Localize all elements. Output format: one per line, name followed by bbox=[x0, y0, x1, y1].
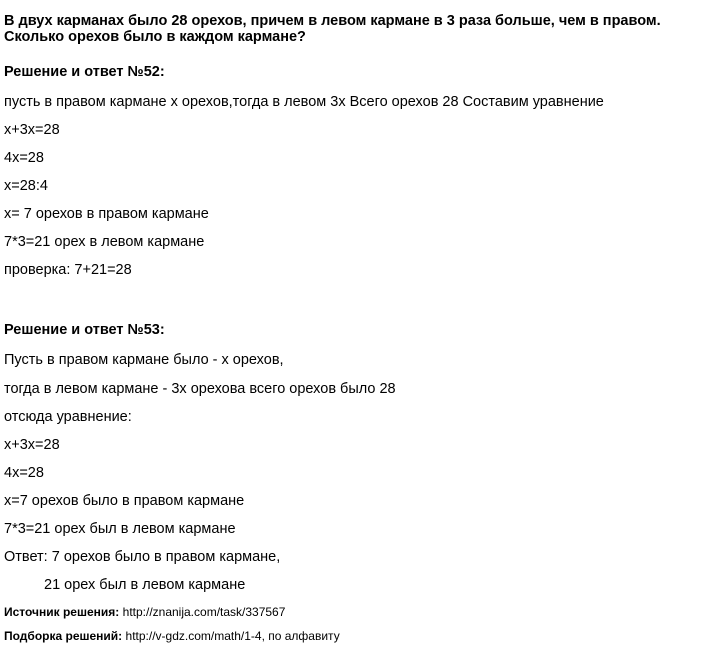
solution-53-line: х+3х=28 bbox=[4, 437, 60, 453]
solution-53-heading: Решение и ответ №53: bbox=[4, 322, 165, 338]
solution-53-line: х=7 орехов было в правом кармане bbox=[4, 493, 245, 509]
solution-52-line: 7*3=21 орех в левом кармане bbox=[4, 234, 205, 250]
solution-53-line: тогда в левом кармане - 3х орехова всего орехов было 28 bbox=[4, 381, 396, 397]
solution-53-line: 4х=28 bbox=[4, 465, 44, 481]
solution-52-heading: Решение и ответ №52: bbox=[4, 64, 165, 80]
question-text: В двух карманах было 28 орехов, причем в левом кармане в 3 раза больше, чем в правом. Сколько орехов было в каждом кармане? bbox=[4, 13, 661, 45]
solution-53-line: Пусть в правом кармане было - х орехов, bbox=[4, 352, 284, 368]
solution-52-line: х= 7 орехов в правом кармане bbox=[4, 206, 209, 222]
collection-line bbox=[4, 629, 340, 643]
solution-53-line: 21 орех был в левом кармане bbox=[44, 577, 246, 593]
solution-52-line: 4х=28 bbox=[4, 150, 44, 166]
collection-label: Подборка решений: bbox=[4, 629, 123, 643]
source-line bbox=[4, 605, 285, 619]
source-label: Источник решения: bbox=[4, 605, 120, 619]
solution-52-line: проверка: 7+21=28 bbox=[4, 262, 132, 278]
solution-52-line: пусть в правом кармане х орехов,тогда в левом 3х Всего орехов 28 Составим уравнение bbox=[4, 94, 604, 110]
solution-53-line: отсюда уравнение: bbox=[4, 409, 132, 425]
solution-52-line: х+3х=28 bbox=[4, 122, 60, 138]
solution-53-line: Ответ: 7 орехов было в правом кармане, bbox=[4, 549, 281, 565]
solution-53-line: 7*3=21 орех был в левом кармане bbox=[4, 521, 236, 537]
collection-link[interactable]: http://v-gdz.com/math/1-4, по алфавиту bbox=[125, 629, 340, 643]
source-link[interactable]: http://znanija.com/task/337567 bbox=[122, 605, 286, 619]
solution-52-line: х=28:4 bbox=[4, 178, 48, 194]
